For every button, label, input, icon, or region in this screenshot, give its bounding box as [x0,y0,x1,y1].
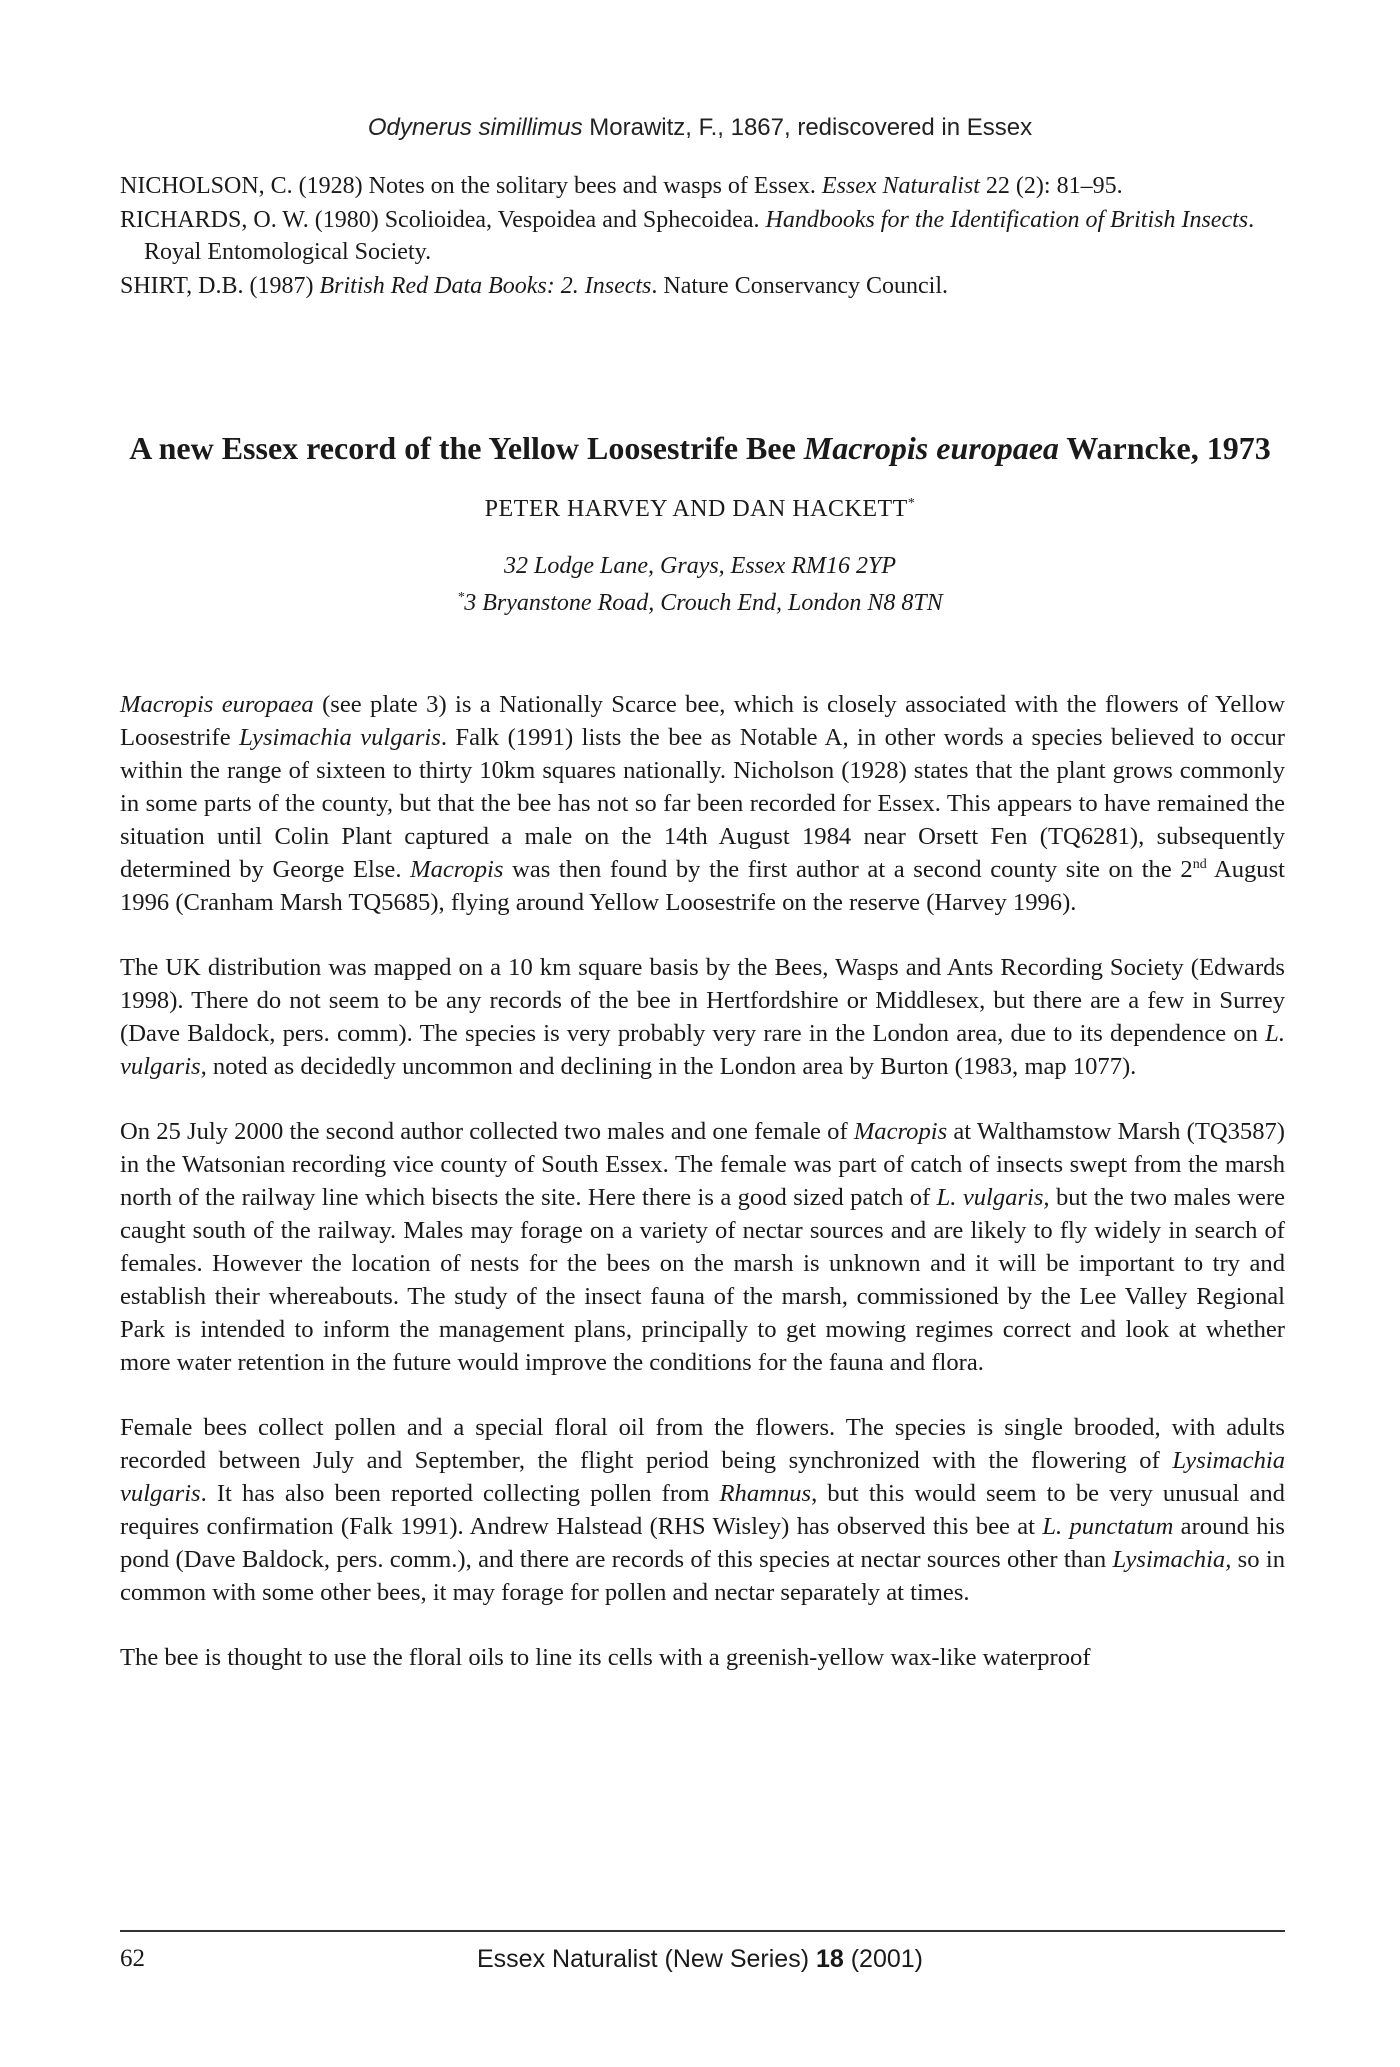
running-head-species: Odynerus simillimus [367,114,583,141]
superscript-text: nd [1192,856,1207,872]
article-title-text: Warncke, 1973 [1058,430,1271,466]
body-paragraph [120,688,1285,919]
italic-text: Lysimachia vulgaris [120,1447,1285,1507]
paragraph-text: On 25 July 2000 the second author collected two males and one female of [120,1118,854,1145]
italic-text: L. punctatum [1042,1513,1174,1540]
paragraph-text: Female bees collect pollen and a special floral oil from the flowers. The species is single brooded, with adults recorded between July and September, the flight period being synchronized with the flowering of [120,1414,1285,1474]
italic-text: Macropis [410,856,504,883]
author-address [0,590,1400,617]
paragraph-text: but the two males were caught south of the railway. Males may forage on a variety of nectar sources and are likely to fly widely in search of females. However the location of nests for the bees on the marsh is unknown and it will be important to try and establish their whereabouts. The study of the insect fauna of the marsh, commissioned by the Lee Valley Regional Park is intended to inform the management plans, principally to get mowing regimes correct and look at whether more water retention in the future would improve the conditions for the fauna and flora. [120,1184,1285,1376]
italic-text: L. vulgaris, [120,1020,1285,1080]
paragraph-text: . It has also been reported collecting pollen from [200,1480,720,1507]
reference-journal: Essex Naturalist [821,173,980,199]
page-number: 62 [120,1945,145,1972]
paragraph-text: The UK distribution was mapped on a 10 km square basis by the Bees, Wasps and Ants Recording Society (Edwards 1998). There do not seem to be any records of the bee in Hertfordshire or Middlesex, but there are a few in Surrey (Dave Baldock, pers. comm). The species is very probably very rare in the London area, due to its dependence on [120,954,1285,1047]
paragraph-text: August 1996 (Cranham Marsh TQ5685), flying around Yellow Loosestrife on the reserve (Harvey 1996). [120,856,1285,916]
paragraph-text: so in common with some other bees, it may forage for pollen and nectar separately at times. [120,1546,1286,1606]
address-footnote-mark: * [457,590,465,605]
article-title-species: Macropis europaea [803,430,1059,466]
reference-text: NICHOLSON, C. (1928) Notes on the solitary bees and wasps of Essex. [120,173,822,199]
reference-text: 22 (2): 81–95. [979,173,1123,199]
reference-text: . Nature Conservancy Council. [651,273,948,299]
author-names: PETER HARVEY AND DAN HACKETT [484,496,908,522]
author-address: 32 Lodge Lane, Grays, Essex RM16 2YP [504,553,896,579]
paragraph-text: , but this would seem to be very unusual and requires confirmation (Falk 1991). Andrew Halstead (RHS Wisley) has observed this bee at [120,1480,1285,1540]
author-footnote-mark: * [907,496,916,511]
paragraph-text: noted as decidedly uncommon and declining in the London area by Burton (1983, map 1077). [206,1053,1137,1080]
paragraph-text: around his pond (Dave Baldock, pers. comm.), and there are records of this species at nectar sources other than [120,1513,1286,1573]
paragraph-text: was then found by the first author at a second county site on the 2 [503,856,1193,883]
body-paragraph [120,1641,1285,1674]
journal-year: (2001) [843,1945,923,1973]
reference-journal: Handbooks for the Identification of British Insects [765,207,1249,233]
article-body [120,688,1285,1706]
italic-text: Lysimachia vulgaris [239,724,441,751]
running-head [0,114,1400,142]
paragraph-text: The bee is thought to use the floral oils to line its cells with a greenish-yellow wax-like waterproof [120,1644,1091,1671]
article-title-text: A new Essex record of the Yellow Loosestrife Bee [129,430,804,466]
italic-text: Macropis europaea [120,691,314,718]
reference-list [120,170,1295,304]
reference-text: SHIRT, D.B. (1987) [120,273,320,299]
body-paragraph [120,1115,1285,1379]
body-paragraph [120,1411,1285,1609]
running-head-text: Morawitz, F., 1867, rediscovered in Essex [582,114,1033,141]
journal-volume: 18 [815,1945,844,1973]
journal-footer [0,1945,1400,1974]
italic-text: Macropis [853,1118,948,1145]
article-title [0,430,1400,467]
paragraph-text: (see plate 3) is a Nationally Scarce bee, which is closely associated with the flowers of Yellow Loosestrife [120,691,1285,751]
reference-text: . Royal Entomological Society. [144,207,1255,265]
footer-rule [120,1930,1285,1932]
reference-item [120,204,1295,268]
article-authors [0,496,1400,523]
reference-journal: British Red Data Books: 2. Insects [319,273,652,299]
address-text: 3 Bryanstone Road, Crouch End, London N8 8TN [464,590,943,616]
body-paragraph [120,951,1285,1083]
journal-name: Essex Naturalist (New Series) [476,1945,816,1973]
italic-text: Lysimachia, [1112,1546,1232,1573]
paragraph-text: at Walthamstow Marsh (TQ3587) in the Watsonian recording vice county of South Essex. The female was part of catch of insects swept from the marsh north of the railway line which bisects the site. Here there is a good sized patch of [120,1118,1285,1211]
paragraph-text: . Falk (1991) lists the bee as Notable A, in other words a species believed to occur within the range of sixteen to thirty 10km squares nationally. Nicholson (1928) states that the plant grows commonly in some parts of the county, but that the bee has not so far been recorded for Essex. This appears to have remained the situation until Colin Plant captured a male on the 14th August 1984 near Orsett Fen (TQ6281), subsequently determined by George Else. [120,724,1285,883]
reference-item [120,170,1295,202]
reference-item [120,270,1295,302]
italic-text: Rhamnus [719,1480,812,1507]
reference-text: RICHARDS, O. W. (1980) Scolioidea, Vespoidea and Sphecoidea. [120,207,766,233]
italic-text: L. vulgaris, [936,1184,1050,1211]
